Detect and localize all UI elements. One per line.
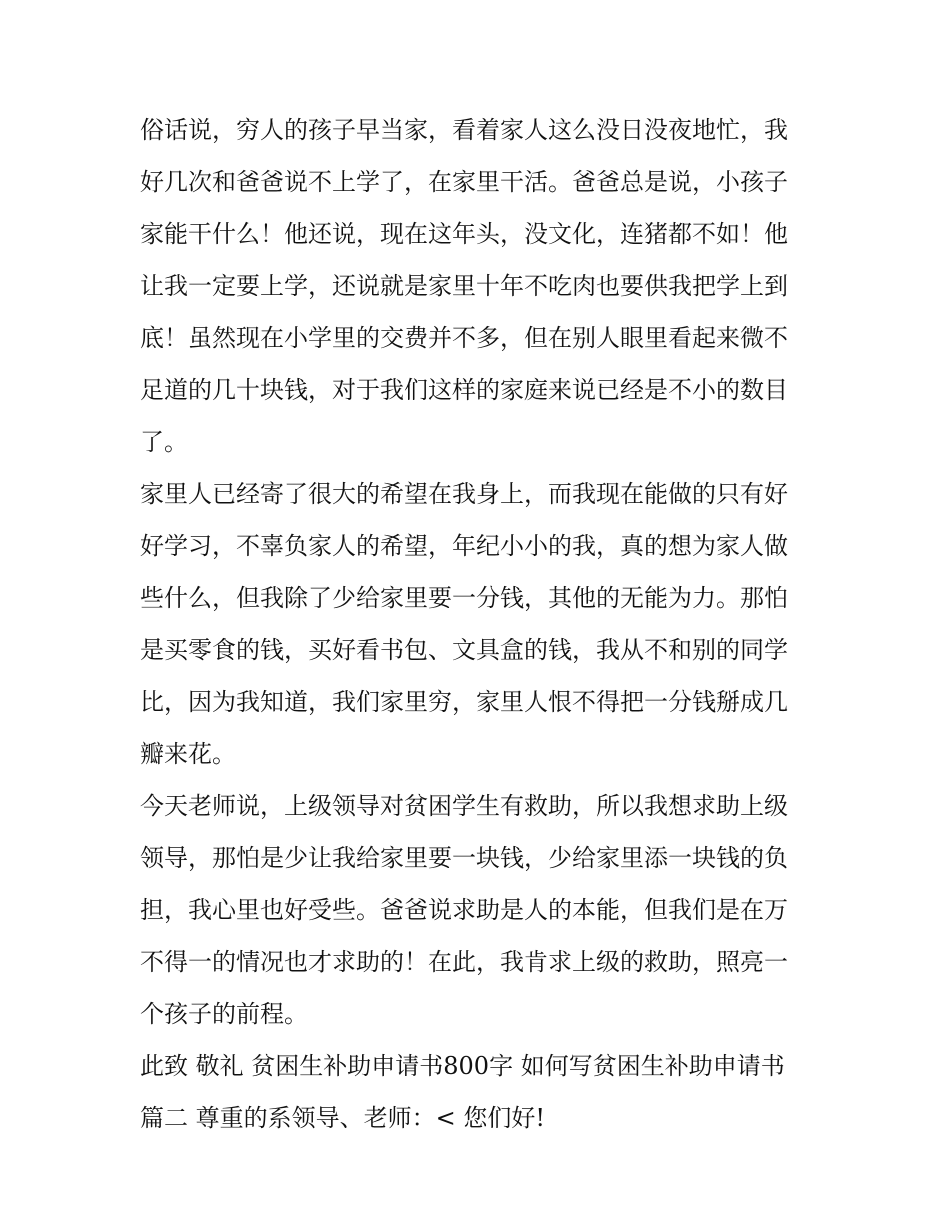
- text-line: 好学习，不辜负家人的希望，年纪小小的我，真的想为家人做: [140, 532, 788, 560]
- text-line: 担，我心里也好受些。爸爸说求助是人的本能，但我们是在万: [140, 896, 788, 924]
- text-line: 今天老师说，上级领导对贫困学生有救助，所以我想求助上级: [140, 792, 788, 820]
- text-line: 让我一定要上学，还说就是家里十年不吃肉也要供我把学上到: [140, 272, 788, 300]
- text-line: 不得一的情况也才求助的！在此，我肯求上级的救助，照亮一: [140, 948, 788, 976]
- text-line: 好几次和爸爸说不上学了，在家里干活。爸爸总是说，小孩子: [140, 168, 788, 196]
- text-line: 篇二 尊重的系领导、老师：< 您们好!: [140, 1104, 546, 1132]
- text-line: 比，因为我知道，我们家里穷，家里人恨不得把一分钱掰成几: [140, 688, 788, 716]
- text-line: 是买零食的钱，买好看书包、文具盒的钱，我从不和别的同学: [140, 636, 788, 664]
- text-line: 家能干什么！他还说，现在这年头，没文化，连猪都不如！他: [140, 220, 788, 248]
- text-line: 瓣来花。: [140, 740, 236, 768]
- text-line: 了。: [140, 428, 188, 456]
- text-line: 领导，那怕是少让我给家里要一块钱，少给家里添一块钱的负: [140, 844, 788, 872]
- text-line: 些什么，但我除了少给家里要一分钱，其他的无能为力。那怕: [140, 584, 788, 612]
- text-line: 此致 敬礼 贫困生补助申请书800字 如何写贫困生补助申请书: [140, 1052, 785, 1080]
- text-line: 家里人已经寄了很大的希望在我身上，而我现在能做的只有好: [140, 480, 788, 508]
- text-line: 底！虽然现在小学里的交费并不多，但在别人眼里看起来微不: [140, 324, 788, 352]
- text-line: 足道的几十块钱，对于我们这样的家庭来说已经是不小的数目: [140, 376, 788, 404]
- text-line: 俗话说，穷人的孩子早当家，看着家人这么没日没夜地忙，我: [140, 116, 788, 144]
- text-line: 个孩子的前程。: [140, 1000, 308, 1028]
- body-text: [140, 104, 820, 1144]
